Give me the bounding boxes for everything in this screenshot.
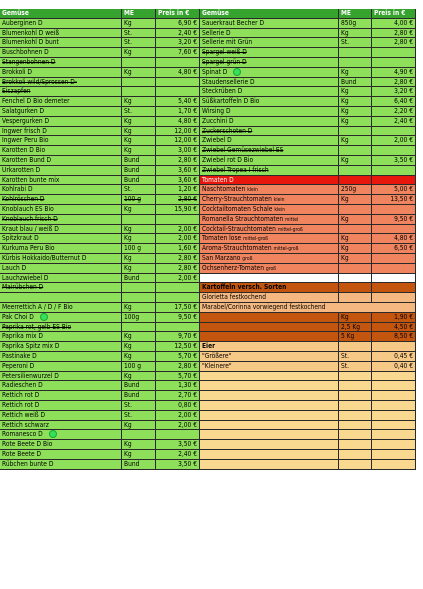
price-cell — [372, 372, 416, 382]
price-cell — [372, 274, 416, 284]
unit-cell: Kg — [339, 313, 372, 323]
unit-cell: Bund — [339, 78, 372, 88]
size-note: mittel-groß — [277, 226, 303, 233]
unit-cell: Kg — [122, 117, 156, 127]
price-cell: 2,40 € — [372, 117, 416, 127]
vegetable-name: Buschbohnen D — [0, 48, 122, 58]
price-cell — [372, 430, 416, 440]
price-cell — [156, 430, 200, 440]
price-cell: 3,00 € — [156, 146, 200, 156]
unit-cell — [339, 127, 372, 137]
vegetable-name — [200, 421, 339, 431]
vegetable-name: Pastinake D — [0, 352, 122, 362]
unit-cell — [339, 460, 372, 470]
price-cell — [372, 421, 416, 431]
vegetable-name: Rettich schwarz — [0, 421, 122, 431]
unit-cell: Bund — [122, 460, 156, 470]
vegetable-name: Fenchel D Bio demeter — [0, 97, 122, 107]
vegetable-name: Steckrüben D — [200, 87, 339, 97]
vegetable-name: Kürbis Hokkaido/Butternut D — [0, 254, 122, 264]
unit-cell: Kg — [122, 450, 156, 460]
size-note: mittel-groß — [243, 236, 269, 243]
unit-cell — [122, 430, 156, 440]
price-cell: 4,80 € — [156, 117, 200, 127]
unit-cell: Kg — [339, 87, 372, 97]
unit-cell: Kg — [339, 254, 372, 264]
unit-cell: Kg — [122, 254, 156, 264]
vegetable-name: Rettich weiß D — [0, 411, 122, 421]
price-cell: 2,70 € — [156, 391, 200, 401]
unit-cell — [339, 450, 372, 460]
unit-cell: Bund — [122, 176, 156, 186]
unit-cell — [122, 283, 156, 293]
price-cell: 4,80 € — [372, 234, 416, 244]
header-price-right: Preis in € — [372, 9, 416, 19]
vegetable-name: Stangenbohnen D — [0, 58, 122, 68]
unit-cell: Kg — [339, 107, 372, 117]
price-cell — [156, 78, 200, 88]
vegetable-name — [0, 293, 122, 303]
vegetable-name: Spitzkraut D — [0, 234, 122, 244]
price-cell: 2,80 € — [156, 264, 200, 274]
unit-cell: Kg — [122, 332, 156, 342]
vegetable-name: Romanella Strauchtomaten mittel — [200, 215, 339, 225]
header-item-left: Gemüse — [0, 9, 122, 19]
price-cell — [372, 293, 416, 303]
price-cell: 1,20 € — [156, 185, 200, 195]
price-cell: 17,50 € — [156, 303, 200, 313]
unit-cell: 100 g — [122, 362, 156, 372]
unit-cell — [339, 283, 372, 293]
vegetable-name — [200, 274, 339, 284]
price-cell — [372, 58, 416, 68]
price-cell: 2,00 € — [156, 421, 200, 431]
vegetable-name — [200, 313, 339, 323]
vegetable-name: Eier — [200, 342, 339, 352]
price-cell: 4,50 € — [372, 323, 416, 333]
price-cell — [156, 323, 200, 333]
vegetable-name: Knoblauch frisch D — [0, 215, 122, 225]
price-cell: 2,00 € — [156, 225, 200, 235]
unit-cell: Kg — [339, 117, 372, 127]
vegetable-name — [200, 381, 339, 391]
unit-cell: Kg — [339, 68, 372, 78]
unit-cell: Kg — [122, 136, 156, 146]
vegetable-name: Ingwer frisch D — [0, 127, 122, 137]
price-cell: 0,45 € — [372, 352, 416, 362]
vegetable-name: "Größere" — [200, 352, 339, 362]
vegetable-name: Naschtomaten klein — [200, 185, 339, 195]
price-cell — [372, 401, 416, 411]
unit-cell — [122, 58, 156, 68]
vegetable-name: Spinat D — [200, 68, 339, 78]
price-cell — [156, 87, 200, 97]
size-note: klein — [273, 197, 285, 204]
unit-cell — [339, 176, 372, 186]
vegetable-name — [200, 450, 339, 460]
unit-cell: 100g — [122, 313, 156, 323]
price-cell: 2,40 € — [156, 450, 200, 460]
vegetable-name: Sauerkraut Becher D — [200, 19, 339, 29]
price-cell: 3,60 € — [156, 176, 200, 186]
unit-cell — [339, 58, 372, 68]
vegetable-name: Staudensellerie D — [200, 78, 339, 88]
unit-cell — [339, 381, 372, 391]
vegetable-name: Zuckerschoten D — [200, 127, 339, 137]
vegetable-name: San Marzano groß — [200, 254, 339, 264]
price-cell: 5,40 € — [156, 97, 200, 107]
unit-cell: Kg — [122, 440, 156, 450]
price-cell: 8,50 € — [372, 332, 416, 342]
unit-cell: Kg — [339, 195, 372, 205]
price-cell: 2,00 € — [156, 411, 200, 421]
price-cell: 5,00 € — [372, 185, 416, 195]
unit-cell — [339, 342, 372, 352]
price-cell: 3,50 € — [156, 440, 200, 450]
price-cell: 1,60 € — [156, 244, 200, 254]
green-dot-icon — [40, 313, 48, 321]
vegetable-name: Rote Beete D Bio — [0, 440, 122, 450]
unit-cell: 5 Kg — [339, 332, 372, 342]
unit-cell: Kg — [122, 97, 156, 107]
price-cell: 1,30 € — [156, 381, 200, 391]
vegetable-name: Tomaten D — [200, 176, 339, 186]
unit-cell: 100 g — [122, 195, 156, 205]
unit-cell — [122, 215, 156, 225]
unit-cell — [339, 48, 372, 58]
price-cell — [372, 205, 416, 215]
price-cell: 6,50 € — [372, 244, 416, 254]
price-cell: 3,20 € — [372, 87, 416, 97]
vegetable-name: Peperoni D — [0, 362, 122, 372]
vegetable-name: Kurkuma Peru Bio — [0, 244, 122, 254]
size-note: mittel-groß — [273, 246, 299, 253]
price-cell — [372, 381, 416, 391]
unit-cell — [339, 205, 372, 215]
vegetable-name: Kohlröschen D — [0, 195, 122, 205]
unit-cell: Kg — [122, 372, 156, 382]
vegetable-name: Radieschen D — [0, 381, 122, 391]
vegetable-name: Rettich rot D — [0, 401, 122, 411]
price-cell — [372, 460, 416, 470]
price-cell — [156, 215, 200, 225]
price-cell — [372, 391, 416, 401]
vegetable-name: Kohlrabi D — [0, 185, 122, 195]
price-cell: 5,70 € — [156, 352, 200, 362]
unit-cell — [339, 440, 372, 450]
price-cell: 7,60 € — [156, 48, 200, 58]
price-cell — [372, 450, 416, 460]
vegetable-name: Zwiebel rot D Bio — [200, 156, 339, 166]
price-cell: 6,90 € — [156, 19, 200, 29]
vegetable-name: Glorietta festkochend — [200, 293, 339, 303]
vegetable-name: Urkarotten D — [0, 166, 122, 176]
vegetable-name — [200, 372, 339, 382]
vegetable-name: Zwiebel Gemüsezwiebel ES — [200, 146, 339, 156]
unit-cell: 250g — [339, 185, 372, 195]
vegetable-name: Rübchen bunte D — [0, 460, 122, 470]
price-cell: 3,50 € — [372, 156, 416, 166]
unit-cell: Kg — [122, 303, 156, 313]
price-cell: 12,00 € — [156, 127, 200, 137]
green-dot-icon — [49, 430, 57, 438]
vegetable-name — [200, 430, 339, 440]
unit-cell: Bund — [122, 166, 156, 176]
price-cell — [372, 254, 416, 264]
price-cell — [372, 127, 416, 137]
unit-cell: Kg — [339, 215, 372, 225]
unit-cell: Kg — [339, 97, 372, 107]
vegetable-name: Wirsing D — [200, 107, 339, 117]
price-cell — [372, 176, 416, 186]
vegetable-name: Rettich rot D — [0, 391, 122, 401]
unit-cell: Kg — [339, 244, 372, 254]
unit-cell: St. — [122, 29, 156, 39]
price-cell: 1,90 € — [372, 313, 416, 323]
vegetable-name: Rote Beete D — [0, 450, 122, 460]
price-cell: 2,00 € — [372, 136, 416, 146]
vegetable-name — [200, 323, 339, 333]
price-cell: 2,80 € — [156, 362, 200, 372]
vegetable-name: Meerrettich A / D / F Bio — [0, 303, 122, 313]
vegetable-name: Blumenkohl D bunt — [0, 38, 122, 48]
unit-cell: Kg — [339, 136, 372, 146]
header-price-left: Preis in € — [156, 9, 200, 19]
price-cell: 15,90 € — [156, 205, 200, 215]
vegetable-name: Mairübchen D — [0, 283, 122, 293]
unit-cell — [339, 146, 372, 156]
vegetable-name: Zwiebel D — [200, 136, 339, 146]
vegetable-name: Blumenkohl D weiß — [0, 29, 122, 39]
price-cell: 5,70 € — [156, 372, 200, 382]
unit-cell: Kg — [122, 352, 156, 362]
vegetable-name: Paprika Spitz mix D — [0, 342, 122, 352]
price-cell: 2,20 € — [372, 107, 416, 117]
price-cell: 2,00 € — [156, 234, 200, 244]
vegetable-name: Karotten D Bio — [0, 146, 122, 156]
price-cell: 6,40 € — [372, 97, 416, 107]
unit-cell: Bund — [122, 156, 156, 166]
price-cell: 2,80 € — [156, 195, 200, 205]
vegetable-name: Paprika mix D — [0, 332, 122, 342]
vegetable-name: Tomaten lose mittel-groß — [200, 234, 339, 244]
unit-cell — [339, 274, 372, 284]
price-cell: 2,80 € — [372, 78, 416, 88]
unit-cell: Kg — [122, 264, 156, 274]
vegetable-name: Zucchini D — [200, 117, 339, 127]
unit-cell: 100 g — [122, 244, 156, 254]
price-cell: 12,00 € — [156, 136, 200, 146]
vegetable-name: Kraut blau / weiß D — [0, 225, 122, 235]
vegetable-name — [200, 332, 339, 342]
header-unit-right: ME — [339, 9, 372, 19]
price-cell — [372, 146, 416, 156]
price-cell — [156, 293, 200, 303]
vegetable-name: Lauchzwiebel D — [0, 274, 122, 284]
vegetable-name — [200, 391, 339, 401]
size-note: groß — [242, 256, 253, 262]
vegetable-name: Ingwer Peru Bio — [0, 136, 122, 146]
vegetable-name: Karotten bunte mix — [0, 176, 122, 186]
price-cell — [372, 440, 416, 450]
unit-cell: Kg — [122, 421, 156, 431]
vegetable-name — [200, 411, 339, 421]
vegetable-name: Romanesco D — [0, 430, 122, 440]
price-cell: 2,40 € — [156, 29, 200, 39]
unit-cell: Kg — [122, 205, 156, 215]
size-note: klein — [274, 207, 286, 213]
price-cell: 2,00 € — [156, 274, 200, 284]
unit-cell: Kg — [122, 342, 156, 352]
vegetable-name: Brokkoli wild/Sprossen D- — [0, 78, 122, 88]
size-note: groß — [265, 265, 277, 272]
vegetable-name — [200, 460, 339, 470]
unit-cell: Kg — [339, 156, 372, 166]
unit-cell: Bund — [122, 391, 156, 401]
vegetable-name: "Kleinere" — [200, 362, 339, 372]
vegetable-name: Karotten Bund D — [0, 156, 122, 166]
unit-cell — [339, 401, 372, 411]
price-cell: 4,00 € — [372, 19, 416, 29]
price-cell — [372, 48, 416, 58]
unit-cell: Kg — [122, 19, 156, 29]
vegetable-name: Sellerie mit Grün — [200, 38, 339, 48]
price-cell — [372, 225, 416, 235]
unit-cell: 850g — [339, 19, 372, 29]
price-cell — [372, 342, 416, 352]
vegetable-name: Ochsenherz-Tomaten groß — [200, 264, 339, 274]
vegetable-name: Zwiebel Tropea I frisch — [200, 166, 339, 176]
price-cell — [372, 411, 416, 421]
vegetable-name: Knoblauch ES Bio — [0, 205, 122, 215]
unit-cell — [339, 293, 372, 303]
price-cell — [372, 264, 416, 274]
vegetable-name: Salatgurken D — [0, 107, 122, 117]
price-cell: 4,90 € — [372, 68, 416, 78]
price-cell — [156, 283, 200, 293]
unit-cell: St. — [122, 107, 156, 117]
price-cell — [372, 283, 416, 293]
header-item-right: Gemüse — [200, 9, 339, 19]
unit-cell — [339, 391, 372, 401]
vegetable-name: Lauch D — [0, 264, 122, 274]
vegetable-name: Spargel weiß D — [200, 48, 339, 58]
price-cell: 0,80 € — [156, 401, 200, 411]
unit-cell: 2,5 Kg — [339, 323, 372, 333]
price-cell: 2,80 € — [372, 38, 416, 48]
unit-cell: Bund — [122, 381, 156, 391]
unit-cell: Kg — [122, 68, 156, 78]
unit-cell: St. — [339, 38, 372, 48]
price-cell — [156, 58, 200, 68]
price-cell: 4,80 € — [156, 68, 200, 78]
size-note: klein — [247, 187, 258, 194]
unit-cell: Bund — [122, 274, 156, 284]
price-cell: 3,50 € — [156, 460, 200, 470]
unit-cell: St. — [339, 352, 372, 362]
vegetable-name — [200, 440, 339, 450]
unit-cell: St. — [122, 401, 156, 411]
vegetable-name: Cocktail-Strauchtomaten mittel-groß — [200, 225, 339, 235]
price-cell: 12,50 € — [156, 342, 200, 352]
price-cell: 9,50 € — [156, 313, 200, 323]
unit-cell — [339, 430, 372, 440]
header-unit-left: ME — [122, 9, 156, 19]
unit-cell — [339, 264, 372, 274]
unit-cell: St. — [122, 411, 156, 421]
unit-cell — [122, 87, 156, 97]
vegetable-name: Cocktailtomaten Schale klein — [200, 205, 339, 215]
green-dot-icon — [233, 68, 241, 76]
unit-cell — [339, 421, 372, 431]
unit-cell: St. — [122, 38, 156, 48]
vegetable-name: Kartoffeln versch. Sorten — [200, 283, 339, 293]
vegetable-name: Auberginen D — [0, 19, 122, 29]
price-cell: 0,40 € — [372, 362, 416, 372]
vegetable-name: Brokkoli D — [0, 68, 122, 78]
price-cell: 3,60 € — [156, 166, 200, 176]
vegetable-name — [200, 401, 339, 411]
unit-cell: St. — [339, 362, 372, 372]
unit-cell — [339, 411, 372, 421]
price-cell: 2,80 € — [156, 254, 200, 264]
unit-cell: Kg — [122, 48, 156, 58]
vegetable-name: Paprika rot, gelb ES Bio — [0, 323, 122, 333]
vegetable-name: Sellerie D — [200, 29, 339, 39]
price-cell — [372, 166, 416, 176]
price-cell: 13,50 € — [372, 195, 416, 205]
unit-cell: Kg — [339, 29, 372, 39]
size-note: mittel — [285, 216, 299, 223]
unit-cell: St. — [122, 185, 156, 195]
unit-cell: Kg — [122, 146, 156, 156]
price-cell: 9,70 € — [156, 332, 200, 342]
unit-cell — [122, 323, 156, 333]
vegetable-name: Marabel/Corinna vorwiegend festkochend — [200, 303, 416, 313]
price-cell: 1,70 € — [156, 107, 200, 117]
price-cell: 2,80 € — [156, 156, 200, 166]
vegetable-name: Cherry-Strauchtomaten klein — [200, 195, 339, 205]
vegetable-name: Aroma-Strauchtomaten mittel-groß — [200, 244, 339, 254]
price-cell: 9,50 € — [372, 215, 416, 225]
unit-cell: Kg — [339, 234, 372, 244]
vegetable-name: Eiszapfen — [0, 87, 122, 97]
vegetable-name: Pak Choi D — [0, 313, 122, 323]
unit-cell — [122, 293, 156, 303]
unit-cell — [339, 166, 372, 176]
vegetable-name: Süßkartoffeln D Bio — [200, 97, 339, 107]
vegetable-name: Spargel grün D — [200, 58, 339, 68]
unit-cell — [339, 372, 372, 382]
unit-cell — [339, 225, 372, 235]
unit-cell — [122, 78, 156, 88]
price-cell: 2,80 € — [372, 29, 416, 39]
price-cell: 3,20 € — [156, 38, 200, 48]
vegetable-name: Petersilienwurzel D — [0, 372, 122, 382]
unit-cell: Kg — [122, 127, 156, 137]
vegetable-name: Vespergurken D — [0, 117, 122, 127]
unit-cell: Kg — [122, 225, 156, 235]
unit-cell: Kg — [122, 234, 156, 244]
